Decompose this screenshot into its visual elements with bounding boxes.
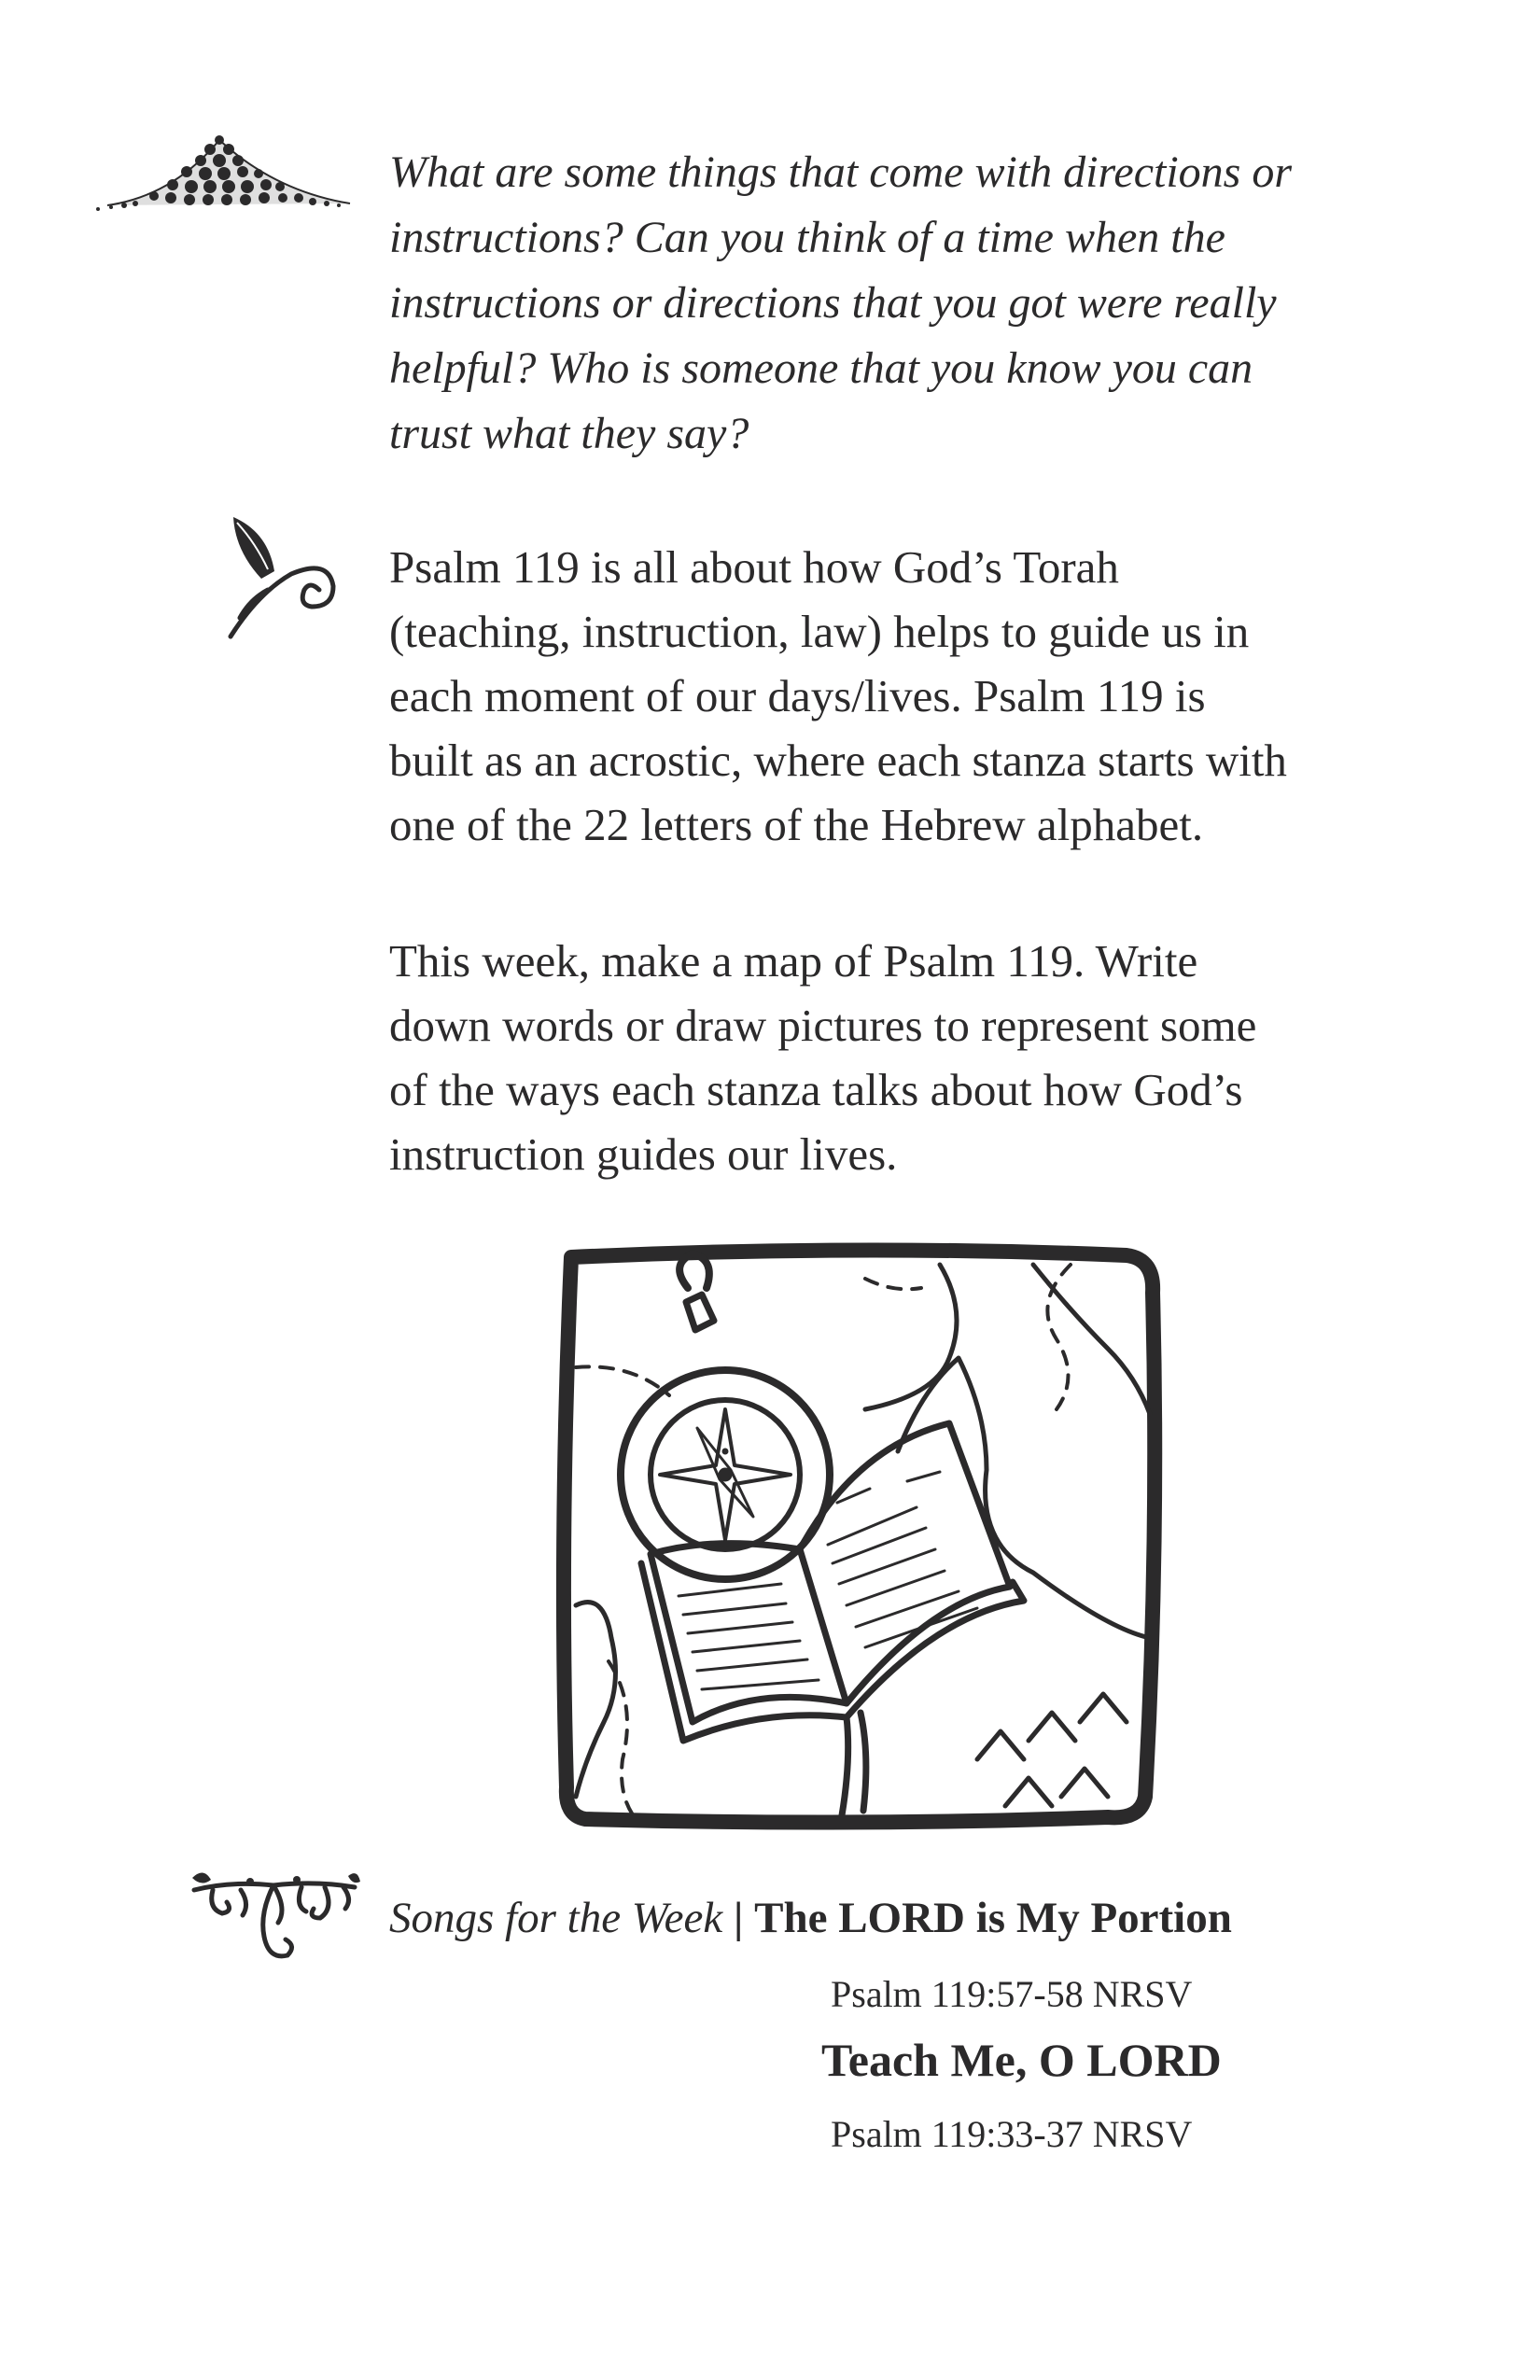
prompt-line: instructions or directions that you got were really	[389, 278, 1277, 328]
vine-flourish-icon	[185, 1867, 362, 1969]
song-title: Teach Me, O LORD	[821, 2034, 1222, 2086]
paragraph-line: This week, make a map of Psalm 119. Write	[389, 935, 1198, 987]
prompt-line: What are some things that come with directions or	[389, 147, 1293, 197]
seed-pile-icon	[89, 112, 355, 215]
sprout-icon	[217, 513, 343, 644]
reflection-prompt	[389, 140, 1369, 467]
prompt-line: instructions? Can you think of a time when the	[389, 213, 1225, 262]
paragraph-line: instruction guides our lives.	[389, 1128, 898, 1180]
song-reference: Psalm 119:33-37 NRSV	[831, 2113, 1193, 2155]
paragraph-line: built as an acrostic, where each stanza starts with	[389, 735, 1287, 786]
paragraph-line: (teaching, instruction, law) helps to guide us in	[389, 606, 1250, 657]
songs-separator: |	[733, 1894, 744, 1942]
song-title: The LORD is My Portion	[754, 1894, 1232, 1942]
compass-and-book-illustration	[548, 1237, 1169, 1834]
psalm-119-description	[389, 535, 1369, 857]
song-reference: Psalm 119:57-58 NRSV	[831, 1973, 1193, 2015]
songs-label: Songs for the Week	[389, 1894, 723, 1942]
paragraph-line: each moment of our days/lives. Psalm 119 is	[389, 670, 1206, 721]
paragraph-line: Psalm 119 is all about how God’s Torah	[389, 541, 1119, 593]
map-activity-instructions	[389, 929, 1369, 1186]
paragraph-line: of the ways each stanza talks about how God’s	[389, 1064, 1243, 1115]
paragraph-line: down words or draw pictures to represent some	[389, 1000, 1257, 1051]
prompt-line: helpful? Who is someone that you know you can	[389, 343, 1253, 393]
paragraph-line: one of the 22 letters of the Hebrew alphabet.	[389, 799, 1204, 850]
songs-heading	[389, 1885, 1416, 1951]
prompt-line: trust what they say?	[389, 409, 749, 458]
